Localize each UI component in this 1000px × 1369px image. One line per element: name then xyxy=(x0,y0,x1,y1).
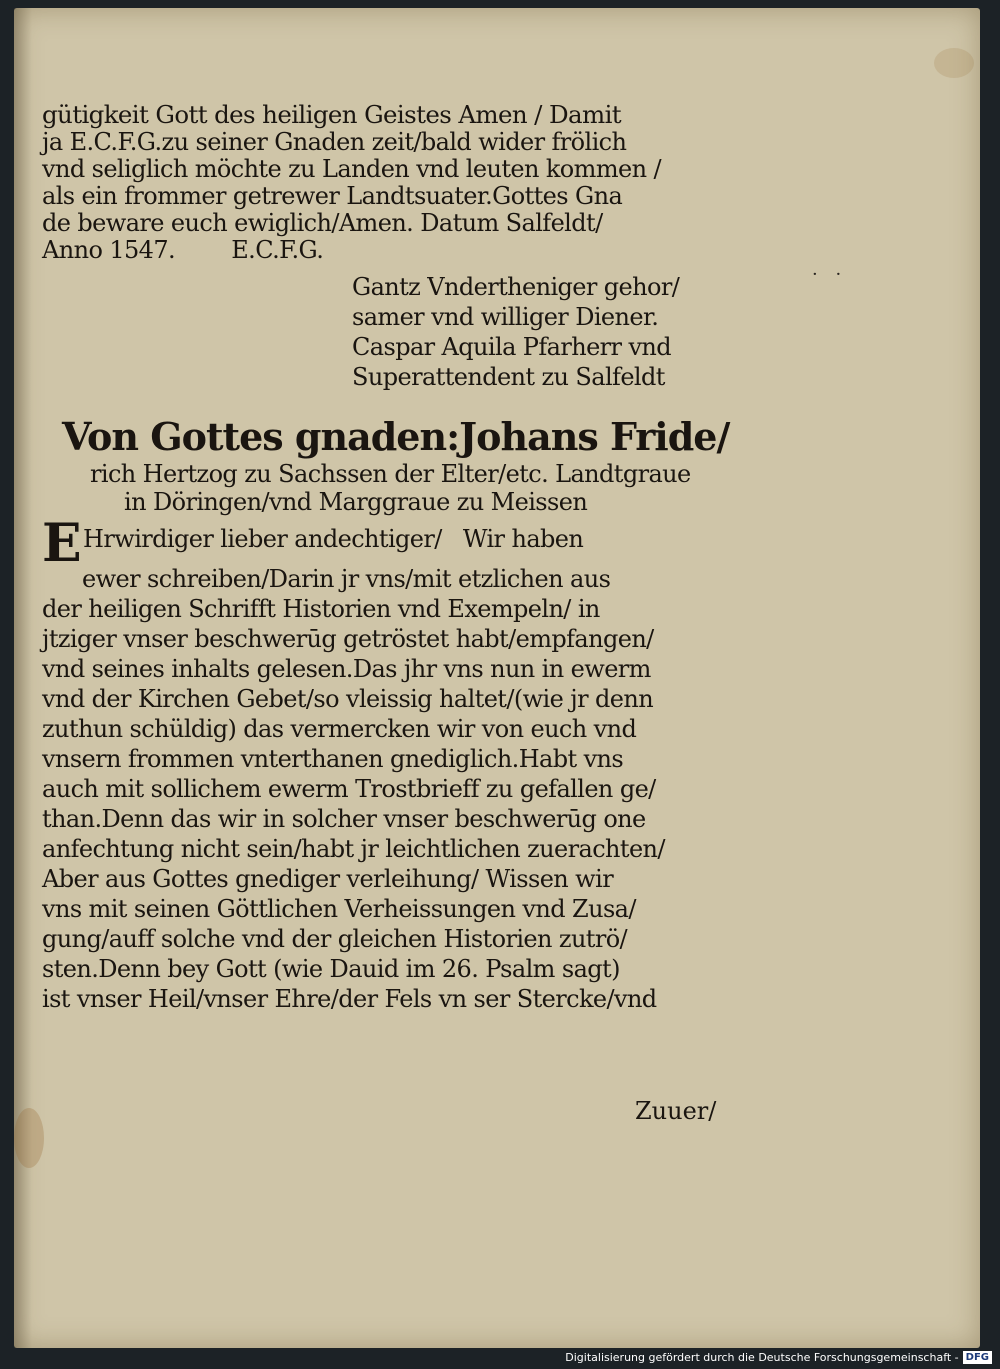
signature-line: Gantz Vndertheniger gehor/ xyxy=(352,273,680,301)
foxing-stain xyxy=(14,1108,44,1168)
text-line: ist vnser Heil/vnser Ehre/der Fels vn ser Stercke/vnd xyxy=(42,985,657,1013)
heading-title: Von Gottes gnaden:Johans Fride/ xyxy=(62,414,730,459)
signature-line: Superattendent zu Salfeldt xyxy=(352,363,665,391)
signature-line: Caspar Aquila Pfarherr vnd xyxy=(352,333,672,361)
text-line: Anno 1547. E.C.F.G. xyxy=(42,236,324,264)
text-line: ja E.C.F.G.zu seiner Gnaden zeit/bald wider frölich xyxy=(42,128,627,156)
signature-line: samer vnd williger Diener. xyxy=(352,303,659,331)
signature-block xyxy=(42,272,742,392)
body-first-line xyxy=(42,513,742,574)
text-line: vnd seliglich möchte zu Landen vnd leuten kommen / xyxy=(42,155,661,183)
text-line: than.Denn das wir in solcher vnser beschwerūg one xyxy=(42,805,646,833)
text-line: vnd der Kirchen Gebet/so vleissig haltet/(wie jr denn xyxy=(42,685,654,713)
text-line: ewer schreiben/Darin jr vns/mit etzlichen aus xyxy=(82,565,611,593)
drop-cap: E xyxy=(42,513,82,574)
letter-body xyxy=(42,513,742,1014)
text-line: Aber aus Gottes gnediger verleihung/ Wissen wir xyxy=(42,865,614,893)
text-line: vnsern frommen vnterthanen gnediglich.Habt vns xyxy=(42,745,624,773)
text-block xyxy=(42,102,742,1014)
text-line: anfechtung nicht sein/habt jr leichtlichen zuerachten/ xyxy=(42,835,665,863)
text-line: sten.Denn bey Gott (wie Dauid im 26. Psalm sagt) xyxy=(42,955,620,983)
text-line: als ein frommer getrewer Landtsuater.Gottes Gna xyxy=(42,182,623,210)
text-line: auch mit sollichem ewerm Trostbrieff zu gefallen ge/ xyxy=(42,775,656,803)
heading-subline: in Döringen/vnd Marggraue zu Meissen xyxy=(124,488,588,516)
text-line: Hrwirdiger lieber andechtiger/ Wir haben xyxy=(83,525,584,553)
text-line: der heiligen Schrifft Historien vnd Exempeln/ in xyxy=(42,595,600,623)
dfg-logo: DFG xyxy=(963,1351,992,1364)
foxing-stain xyxy=(934,48,974,78)
text-line: jtziger vnser beschwerūg getröstet habt/empfangen/ xyxy=(42,625,654,653)
margin-marks: · · xyxy=(812,264,848,285)
text-line: de beware euch ewiglich/Amen. Datum Salfeldt/ xyxy=(42,209,603,237)
text-line: gütigkeit Gott des heiligen Geistes Amen / Damit xyxy=(42,101,622,129)
digitization-footer xyxy=(565,1349,992,1365)
closing-paragraph xyxy=(42,102,742,264)
text-line: vns mit seinen Göttlichen Verheissungen vnd Zusa/ xyxy=(42,895,636,923)
text-line: vnd seines inhalts gelesen.Das jhr vns nun in ewerm xyxy=(42,655,651,683)
heading-subline: rich Hertzog zu Sachssen der Elter/etc. Landtgraue xyxy=(90,460,691,488)
catchword: Zuuer/ xyxy=(635,1097,717,1125)
text-line: zuthun schüldig) das vermercken wir von euch vnd xyxy=(42,715,637,743)
footer-credit: Digitalisierung gefördert durch die Deutsche Forschungsgemeinschaft - xyxy=(565,1350,959,1364)
text-line: gung/auff solche vnd der gleichen Historien zutrö/ xyxy=(42,925,628,953)
letter-heading xyxy=(42,414,742,516)
